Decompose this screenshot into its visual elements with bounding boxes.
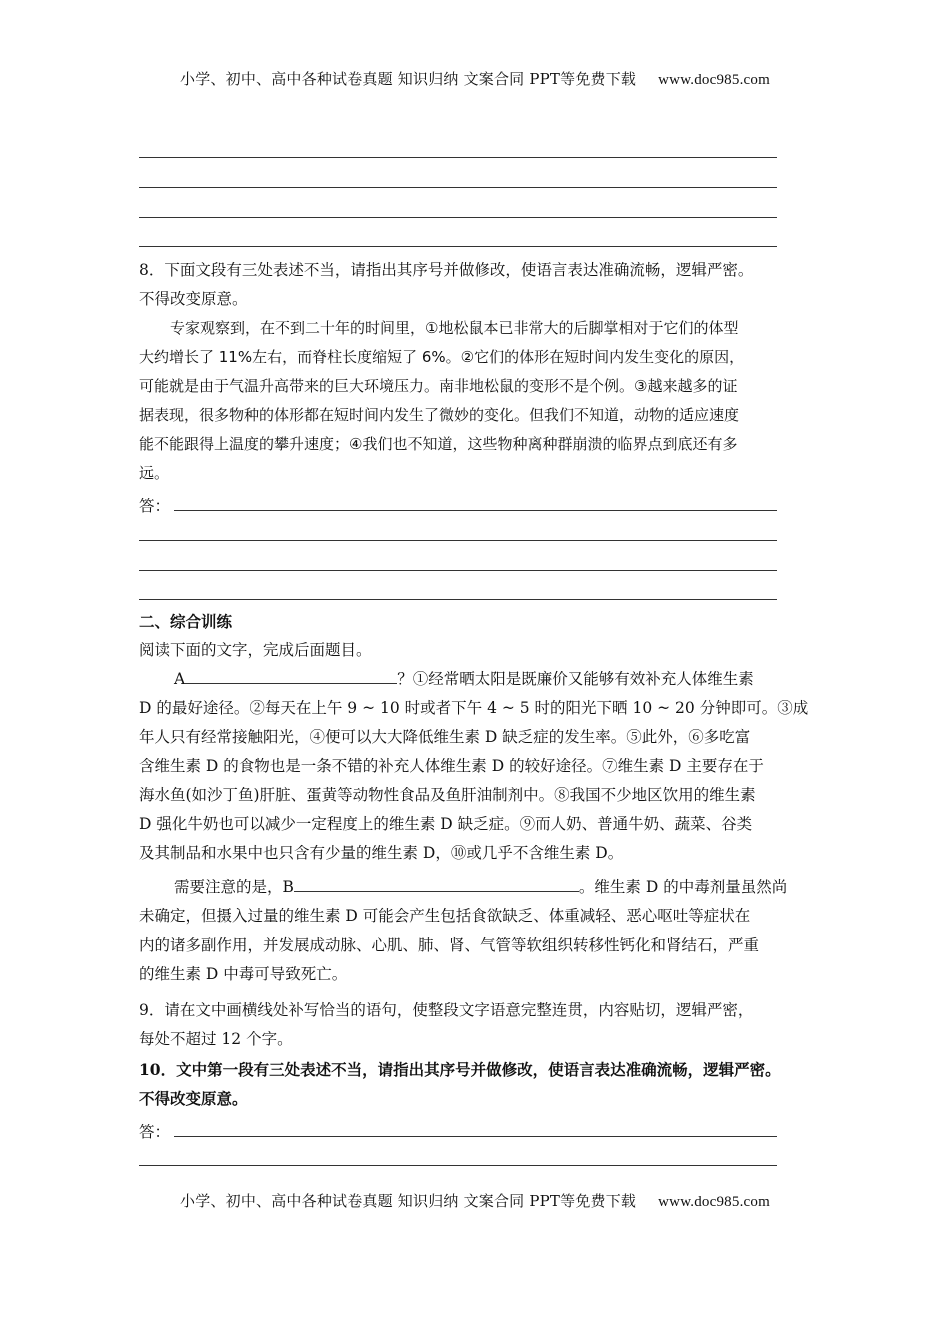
passage-line: 可能就是由于气温升高带来的巨大环境压力。南非地松鼠的变形不是个例。③越来越多的证 <box>139 377 738 395</box>
blank-label-b: 需要注意的是，B <box>174 878 294 896</box>
blank-b[interactable] <box>294 877 579 892</box>
reading-passage-2 <box>139 873 819 989</box>
passage-line: 海水鱼(如沙丁鱼)肝脏、蛋黄等动物性食品及鱼肝油制剂中。⑧我国不少地区饮用的维生素 <box>139 786 756 804</box>
answer-label: 答： <box>139 497 171 515</box>
question-9-line: 每处不超过 12 个字。 <box>139 1030 293 1048</box>
passage-line: 能不能跟得上温度的攀升速度；④我们也不知道，这些物种离种群崩溃的临界点到底还有多 <box>139 435 738 453</box>
answer-line[interactable] <box>174 510 777 511</box>
question-8-passage <box>139 314 819 488</box>
footer-text: 小学、初中、高中各种试卷真题 知识归纳 文案合同 PPT等免费下载 <box>180 1192 637 1210</box>
question-10 <box>139 1055 819 1113</box>
question-9 <box>139 996 819 1054</box>
header-site[interactable]: www.doc985.com <box>658 72 770 88</box>
passage-line: 专家观察到，在不到二十年的时间里，①地松鼠本已非常大的后脚掌相对于它们的体型 <box>170 319 739 337</box>
passage-line: 未确定，但摄入过量的维生素 D 可能会产生包括食欲缺乏、体重减轻、恶心呕吐等症状在 <box>139 907 751 925</box>
passage-line: 远。 <box>139 464 170 482</box>
question-8-stem-line: 8．下面文段有三处表述不当，请指出其序号并做修改，使语言表达准确流畅，逻辑严密。 <box>139 261 754 279</box>
blank-label-a: A <box>174 670 186 688</box>
page-header <box>0 68 950 89</box>
footer-site[interactable]: www.doc985.com <box>658 1194 770 1210</box>
passage-line: 。维生素 D 的中毒剂量虽然尚 <box>578 878 788 896</box>
answer-line <box>139 187 777 188</box>
passage-line: 内的诸多副作用，并发展成动脉、心肌、肺、肾、气管等软组织转移性钙化和肾结石，严重 <box>139 936 760 954</box>
answer-line <box>139 246 777 247</box>
header-text: 小学、初中、高中各种试卷真题 知识归纳 文案合同 PPT等免费下载 <box>180 70 637 88</box>
question-8-stem-line: 不得改变原意。 <box>139 290 248 308</box>
answer-line <box>139 1165 777 1166</box>
question-10-line: 不得改变原意。 <box>139 1089 248 1108</box>
answer-line <box>139 540 777 541</box>
passage-line: 含维生素 D 的食物也是一条不错的补充人体维生素 D 的较好途径。⑦维生素 D 主要存在于 <box>139 757 764 775</box>
section-2 <box>139 607 819 665</box>
answer-line <box>139 157 777 158</box>
answer-line[interactable] <box>174 1136 777 1137</box>
question-9-line: 9．请在文中画横线处补写恰当的语句，使整段文字语意完整连贯，内容贴切，逻辑严密， <box>139 1001 754 1019</box>
page-footer <box>0 1190 950 1211</box>
answer-line <box>139 570 777 571</box>
reading-passage-1 <box>139 665 819 868</box>
question-8-stem <box>139 256 819 314</box>
answer-line <box>139 599 777 600</box>
passage-line: 据表现，很多物种的体形都在短时间内发生了微妙的变化。但我们不知道，动物的适应速度 <box>139 406 740 424</box>
section-title: 二、综合训练 <box>139 612 233 631</box>
passage-line: D 的最好途径。②每天在上午 9 ~ 10 时或者下午 4 ~ 5 时的阳光下晒 10 ~ 20 分钟即可。③成 <box>139 699 809 717</box>
question-10-line: 10．文中第一段有三处表述不当，请指出其序号并做修改，使语言表达准确流畅，逻辑严密。 <box>139 1060 781 1079</box>
answer-label: 答： <box>139 1123 171 1141</box>
passage-line: 年人只有经常接触阳光，④便可以大大降低维生素 D 缺乏症的发生率。⑤此外，⑥多吃富 <box>139 728 751 746</box>
passage-line: D 强化牛奶也可以减少一定程度上的维生素 D 缺乏症。⑨而人奶、普通牛奶、蔬菜、谷类 <box>139 815 753 833</box>
section-instruction: 阅读下面的文字，完成后面题目。 <box>139 641 372 659</box>
passage-line: 及其制品和水果中也只含有少量的维生素 D，⑩或几乎不含维生素 D。 <box>139 844 624 862</box>
passage-line: 的维生素 D 中毒可导致死亡。 <box>139 965 348 983</box>
passage-line: ？①经常晒太阳是既廉价又能够有效补充人体维生素 <box>397 670 754 688</box>
passage-line: 大约增长了 11%左右，而脊柱长度缩短了 6%。②它们的体形在短时间内发生变化的原因， <box>139 348 745 366</box>
answer-line <box>139 217 777 218</box>
blank-a[interactable] <box>185 669 397 684</box>
